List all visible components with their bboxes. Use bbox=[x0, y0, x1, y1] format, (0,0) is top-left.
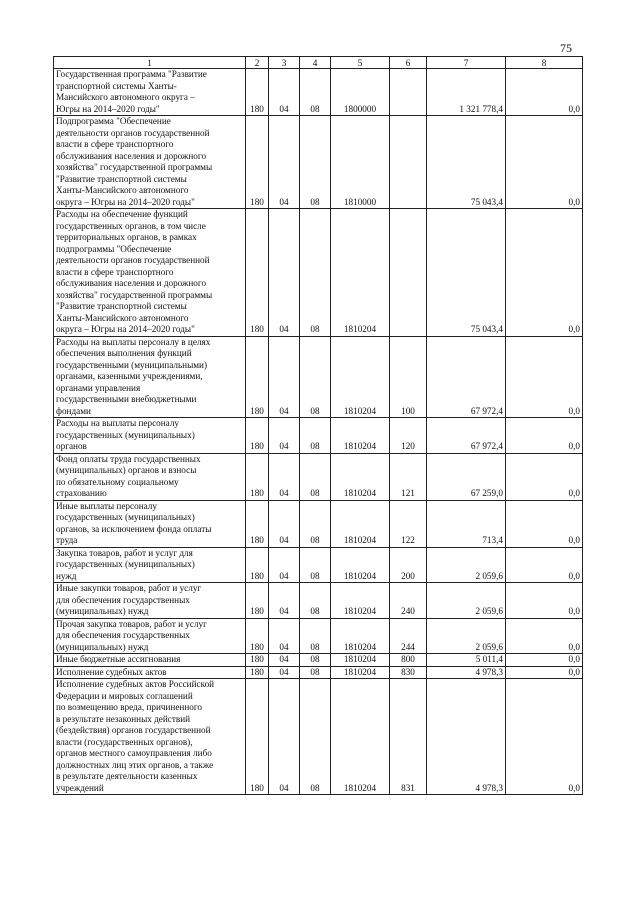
section-cell: 04 bbox=[269, 547, 300, 583]
admin-code-cell: 180 bbox=[246, 453, 269, 500]
table-row bbox=[54, 547, 583, 583]
amount2-cell: 0,0 bbox=[506, 336, 583, 418]
target-article-cell: 1810000 bbox=[331, 116, 390, 209]
amount-cell: 713,4 bbox=[427, 500, 506, 547]
expense-type-cell: 830 bbox=[390, 666, 427, 679]
amount-cell: 67 259,0 bbox=[427, 453, 506, 500]
subsection-cell: 08 bbox=[300, 618, 331, 654]
table-row bbox=[54, 654, 583, 667]
admin-code-cell: 180 bbox=[246, 500, 269, 547]
row-name-cell: Расходы на выплаты персоналу государственных (муниципальных) органов bbox=[54, 418, 246, 454]
table-row bbox=[54, 666, 583, 679]
subsection-cell: 08 bbox=[300, 679, 331, 795]
target-article-cell: 1810204 bbox=[331, 500, 390, 547]
expense-type-cell: 120 bbox=[390, 418, 427, 454]
admin-code-cell: 180 bbox=[246, 654, 269, 667]
row-name-cell: Расходы на обеспечение функций государственных органов, в том числе территориальных органов, в рамках подпрограммы "Обеспечение деятельности органов государственной власти в сфере транспортного обслуживания населения и дорожного хозяйства" государственной программы "Развитие транспортной системы Ханты-Мансийского автономного округа – Югры на 2014–2020 годы" bbox=[54, 209, 246, 337]
row-name-cell: Исполнение судебных актов Российской Федерации и мировых соглашений по возмещению вреда, причиненного в результате незаконных действий (бездействия) органов государственной власти (государственных органов), органов местного самоуправления либо должностных лиц этих органов, а также в результате деятельности казенных учреждений bbox=[54, 679, 246, 795]
header-cell: 6 bbox=[390, 57, 427, 69]
section-cell: 04 bbox=[269, 336, 300, 418]
expense-type-cell: 244 bbox=[390, 618, 427, 654]
page-number: 75 bbox=[560, 41, 572, 55]
amount2-cell: 0,0 bbox=[506, 547, 583, 583]
amount2-cell: 0,0 bbox=[506, 654, 583, 667]
target-article-cell: 1810204 bbox=[331, 209, 390, 337]
amount-cell: 75 043,4 bbox=[427, 209, 506, 337]
subsection-cell: 08 bbox=[300, 209, 331, 337]
amount-cell: 2 059,6 bbox=[427, 583, 506, 619]
subsection-cell: 08 bbox=[300, 453, 331, 500]
table-row bbox=[54, 336, 583, 418]
expense-type-cell: 100 bbox=[390, 336, 427, 418]
row-name-cell: Государственная программа "Развитие транспортной системы Ханты- Мансийского автономного округа – Югры на 2014–2020 годы" bbox=[54, 69, 246, 116]
section-cell: 04 bbox=[269, 679, 300, 795]
admin-code-cell: 180 bbox=[246, 618, 269, 654]
header-cell: 4 bbox=[300, 57, 331, 69]
admin-code-cell: 180 bbox=[246, 583, 269, 619]
amount-cell: 5 011,4 bbox=[427, 654, 506, 667]
header-cell: 1 bbox=[54, 57, 246, 69]
table-row bbox=[54, 209, 583, 337]
table-row bbox=[54, 453, 583, 500]
admin-code-cell: 180 bbox=[246, 336, 269, 418]
amount-cell: 75 043,4 bbox=[427, 116, 506, 209]
amount2-cell: 0,0 bbox=[506, 69, 583, 116]
target-article-cell: 1810204 bbox=[331, 583, 390, 619]
target-article-cell: 1810204 bbox=[331, 679, 390, 795]
amount-cell: 2 059,6 bbox=[427, 547, 506, 583]
target-article-cell: 1810204 bbox=[331, 547, 390, 583]
section-cell: 04 bbox=[269, 500, 300, 547]
admin-code-cell: 180 bbox=[246, 679, 269, 795]
amount-cell: 4 978,3 bbox=[427, 666, 506, 679]
admin-code-cell: 180 bbox=[246, 69, 269, 116]
subsection-cell: 08 bbox=[300, 418, 331, 454]
admin-code-cell: 180 bbox=[246, 547, 269, 583]
admin-code-cell: 180 bbox=[246, 116, 269, 209]
section-cell: 04 bbox=[269, 654, 300, 667]
table-row bbox=[54, 69, 583, 116]
section-cell: 04 bbox=[269, 666, 300, 679]
table-row bbox=[54, 618, 583, 654]
target-article-cell: 1810204 bbox=[331, 336, 390, 418]
amount2-cell: 0,0 bbox=[506, 453, 583, 500]
section-cell: 04 bbox=[269, 418, 300, 454]
section-cell: 04 bbox=[269, 209, 300, 337]
expense-type-cell: 800 bbox=[390, 654, 427, 667]
subsection-cell: 08 bbox=[300, 547, 331, 583]
amount-cell: 2 059,6 bbox=[427, 618, 506, 654]
expense-type-cell: 200 bbox=[390, 547, 427, 583]
subsection-cell: 08 bbox=[300, 666, 331, 679]
target-article-cell: 1810204 bbox=[331, 666, 390, 679]
header-cell: 3 bbox=[269, 57, 300, 69]
amount2-cell: 0,0 bbox=[506, 618, 583, 654]
table-row bbox=[54, 116, 583, 209]
table-row bbox=[54, 418, 583, 454]
section-cell: 04 bbox=[269, 453, 300, 500]
subsection-cell: 08 bbox=[300, 583, 331, 619]
header-cell: 8 bbox=[506, 57, 583, 69]
row-name-cell: Прочая закупка товаров, работ и услуг для обеспечения государственных (муниципальных) нужд bbox=[54, 618, 246, 654]
subsection-cell: 08 bbox=[300, 69, 331, 116]
amount-cell: 1 321 778,4 bbox=[427, 69, 506, 116]
subsection-cell: 08 bbox=[300, 116, 331, 209]
target-article-cell: 1800000 bbox=[331, 69, 390, 116]
table-row bbox=[54, 583, 583, 619]
expense-type-cell bbox=[390, 69, 427, 116]
admin-code-cell: 180 bbox=[246, 209, 269, 337]
amount-cell: 4 978,3 bbox=[427, 679, 506, 795]
expense-type-cell bbox=[390, 209, 427, 337]
header-cell: 7 bbox=[427, 57, 506, 69]
expense-type-cell: 240 bbox=[390, 583, 427, 619]
admin-code-cell: 180 bbox=[246, 666, 269, 679]
amount2-cell: 0,0 bbox=[506, 209, 583, 337]
amount2-cell: 0,0 bbox=[506, 679, 583, 795]
row-name-cell: Расходы на выплаты персоналу в целях обеспечения выполнения функций государственными (муниципальными) органами, казенными учреждениями, органами управления государственными внебюджетными фондами bbox=[54, 336, 246, 418]
header-cell: 5 bbox=[331, 57, 390, 69]
subsection-cell: 08 bbox=[300, 336, 331, 418]
row-name-cell: Подпрограмма "Обеспечение деятельности органов государственной власти в сфере транспортного обслуживания населения и дорожного хозяйства" государственной программы "Развитие транспортной системы Ханты-Мансийского автономного округа – Югры на 2014–2020 годы" bbox=[54, 116, 246, 209]
table-row bbox=[54, 500, 583, 547]
table-row bbox=[54, 679, 583, 795]
section-cell: 04 bbox=[269, 618, 300, 654]
amount2-cell: 0,0 bbox=[506, 583, 583, 619]
expense-type-cell bbox=[390, 116, 427, 209]
table-header-row bbox=[54, 57, 583, 69]
budget-table bbox=[53, 56, 583, 795]
target-article-cell: 1810204 bbox=[331, 418, 390, 454]
target-article-cell: 1810204 bbox=[331, 618, 390, 654]
amount2-cell: 0,0 bbox=[506, 666, 583, 679]
amount2-cell: 0,0 bbox=[506, 418, 583, 454]
subsection-cell: 08 bbox=[300, 500, 331, 547]
amount2-cell: 0,0 bbox=[506, 500, 583, 547]
target-article-cell: 1810204 bbox=[331, 654, 390, 667]
row-name-cell: Фонд оплаты труда государственных (муниципальных) органов и взносы по обязательному социальному страхованию bbox=[54, 453, 246, 500]
row-name-cell: Исполнение судебных актов bbox=[54, 666, 246, 679]
header-cell: 2 bbox=[246, 57, 269, 69]
section-cell: 04 bbox=[269, 116, 300, 209]
row-name-cell: Иные выплаты персоналу государственных (муниципальных) органов, за исключением фонда оплаты труда bbox=[54, 500, 246, 547]
subsection-cell: 08 bbox=[300, 654, 331, 667]
section-cell: 04 bbox=[269, 583, 300, 619]
row-name-cell: Иные бюджетные ассигнования bbox=[54, 654, 246, 667]
row-name-cell: Закупка товаров, работ и услуг для государственных (муниципальных) нужд bbox=[54, 547, 246, 583]
section-cell: 04 bbox=[269, 69, 300, 116]
amount-cell: 67 972,4 bbox=[427, 336, 506, 418]
expense-type-cell: 122 bbox=[390, 500, 427, 547]
amount-cell: 67 972,4 bbox=[427, 418, 506, 454]
target-article-cell: 1810204 bbox=[331, 453, 390, 500]
row-name-cell: Иные закупки товаров, работ и услуг для обеспечения государственных (муниципальных) нужд bbox=[54, 583, 246, 619]
expense-type-cell: 831 bbox=[390, 679, 427, 795]
expense-type-cell: 121 bbox=[390, 453, 427, 500]
amount2-cell: 0,0 bbox=[506, 116, 583, 209]
admin-code-cell: 180 bbox=[246, 418, 269, 454]
